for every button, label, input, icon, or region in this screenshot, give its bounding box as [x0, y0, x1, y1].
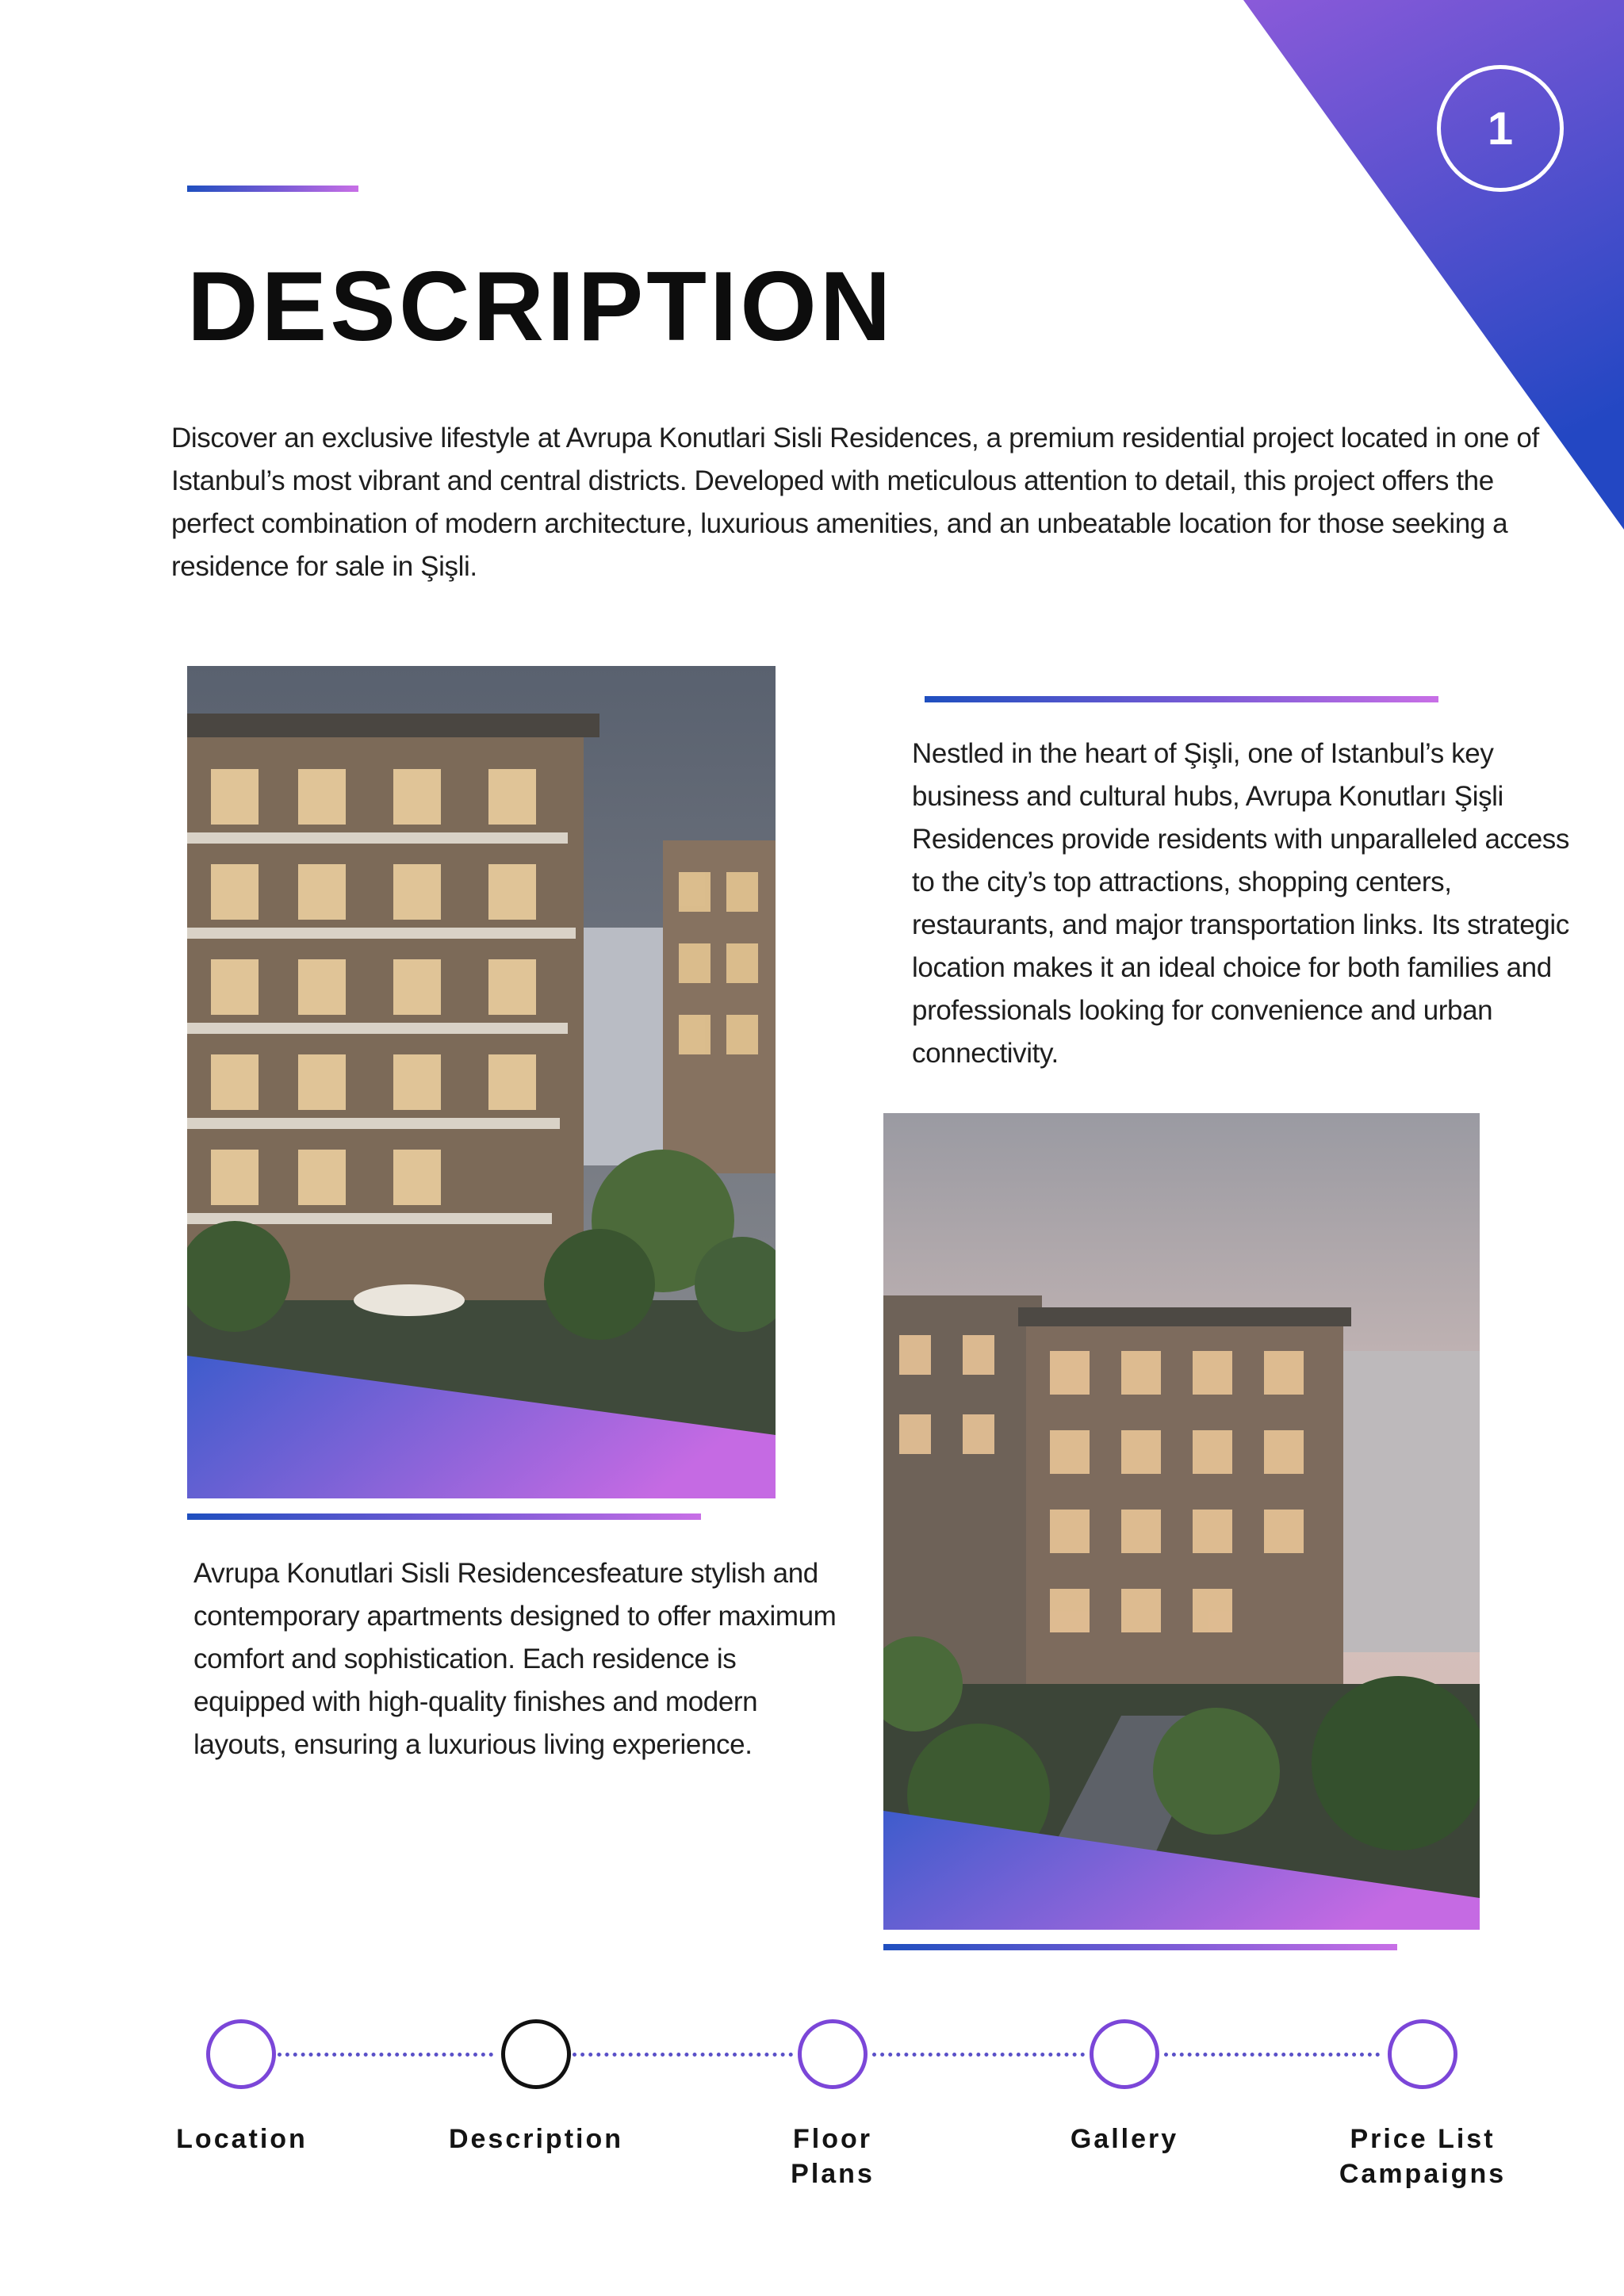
step-connector: [278, 2053, 493, 2057]
photo-2-underline: [883, 1944, 1397, 1950]
step-gallery-label[interactable]: Gallery: [1070, 2124, 1179, 2154]
step-floor-plans-circle[interactable]: [798, 2019, 868, 2089]
location-paragraph: Nestled in the heart of Şişli, one of Istanbul’s key business and cultural hubs, Avrupa Konutları Şişli Residences provide residents with unparalleled access to the city’s top attractions, shopping centers, restaurants, and major transportation links. Its strategic location makes it an ideal choice for both families and professionals looking for convenience and urban connectivity.: [912, 738, 1569, 1069]
step-price-list-circle[interactable]: [1388, 2019, 1457, 2089]
step-location-label[interactable]: Location: [176, 2124, 308, 2154]
step-connector: [1164, 2053, 1380, 2057]
step-connector: [872, 2053, 1085, 2057]
apartments-paragraph: Avrupa Konutlari Sisli Residencesfeature stylish and contemporary apartments designed to offer maximum comfort and sophistication. Each residence is equipped with high-quality finishes and modern layouts, ensuring a luxurious living experience.: [193, 1558, 837, 1760]
building-photo-1: [187, 666, 776, 1498]
intro-paragraph: Discover an exclusive lifestyle at Avrupa Konutlari Sisli Residences, a premium residential project located in one of Istanbul’s most vibrant and central districts. Developed with meticulous attention to detail, this project offers the perfect combination of modern architecture, luxurious amenities, and an unbeatable location for those seeking a residence for sale in Şişli.: [171, 423, 1539, 582]
step-price-list-label[interactable]: Price List Campaigns: [1339, 2124, 1507, 2189]
step-location-circle[interactable]: [206, 2019, 276, 2089]
step-floor-plans-label[interactable]: Floor Plans: [791, 2124, 875, 2189]
photo-1-underline: [187, 1513, 701, 1520]
page-number-badge: 1: [1437, 65, 1564, 192]
step-description-circle[interactable]: [501, 2019, 571, 2089]
section-navigation: [0, 1998, 1624, 2204]
step-gallery-circle[interactable]: [1090, 2019, 1159, 2089]
location-text-accent-bar: [925, 696, 1438, 702]
step-connector: [573, 2053, 793, 2057]
title-accent-bar: [187, 186, 358, 192]
building-photo-2: [883, 1113, 1480, 1930]
step-description-label[interactable]: Description: [448, 2124, 624, 2154]
page-title: DESCRIPTION: [187, 252, 894, 362]
